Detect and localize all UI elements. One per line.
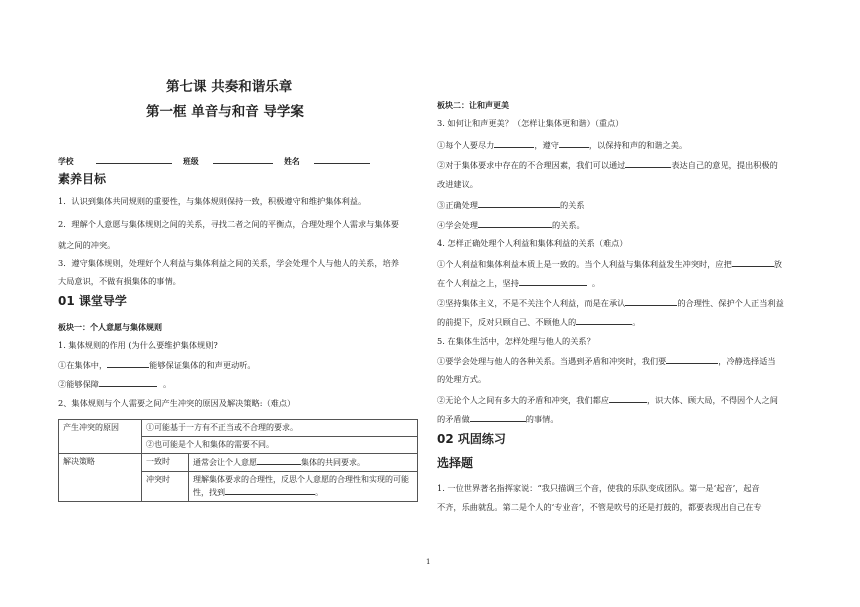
section-heading-01: 01 课堂导学 — [58, 294, 127, 308]
fill-blank[interactable] — [99, 378, 157, 387]
question-1: 1. 集体规则的作用 (为什么要维护集体规则? — [58, 340, 218, 350]
cause-2: ②也可能是个人和集体的需要不同。 — [142, 437, 418, 454]
cause-label: 产生冲突的原因 — [59, 420, 142, 454]
answer-line: 改进建议。 — [437, 179, 478, 189]
fill-blank[interactable] — [478, 199, 560, 208]
fill-blank[interactable] — [478, 219, 552, 228]
fill-blank[interactable] — [576, 316, 632, 325]
block2-title: 板块二：让和声更美 — [437, 101, 509, 110]
answer-line: ②对于集体要求中存在的不合理因素，我们可以通过 表达自己的意见，提出积极的 — [437, 160, 778, 170]
fill-blank[interactable] — [559, 139, 589, 148]
answer-line: ①要学会处理与他人的各种关系。当遇到矛盾和冲突时，我们要 ，冷静选择适当 — [437, 356, 776, 366]
strategy-label: 解决策略 — [59, 454, 142, 502]
fill-blank[interactable] — [107, 359, 149, 368]
answer-line: ①个人利益和集体利益本质上是一致的。当个人利益与集体利益发生冲突时，应把 放 — [437, 259, 782, 269]
question-3: 3. 如何让和声更美？（怎样让集体更和谐）（重点） — [437, 118, 624, 128]
school-label: 学校 — [58, 157, 74, 166]
answer-line: 的处理方式。 — [437, 374, 487, 384]
choice-heading: 选择题 — [437, 456, 474, 470]
conflict-text: 理解集体要求的合理性，反思个人意愿的合理性和实现的可能 性，找到 。 — [189, 472, 418, 502]
page-subtitle: 第一框 单音与和音 导学案 — [146, 104, 304, 120]
goal-item: 1．认识到集体共同规则的重要性，与集体规则保持一致，积极遵守和维护集体利益。 — [58, 196, 367, 206]
question-2: 2、集体规则与个人需要之间产生冲突的原因及解决策略:（难点） — [58, 398, 296, 408]
fill-blank[interactable] — [519, 277, 587, 286]
goal-item: 2．理解个人意愿与集体规则之间的关系，寻找二者之间的平衡点，合理处理个人需求与集体要 — [58, 219, 399, 229]
answer-line: ②坚持集体主义，不是不关注个人利益，而是在承认 的合理性、保护个人正当利益 — [437, 298, 784, 308]
question-4: 4. 怎样正确处理个人利益和集体利益的关系（难点） — [437, 238, 628, 248]
answer-line: 的矛盾做 的事情。 — [437, 414, 559, 424]
conflict-label: 冲突时 — [142, 472, 189, 502]
page-number: 1 — [426, 558, 431, 566]
section-heading-02: 02 巩固练习 — [437, 432, 506, 446]
exercise-1-line: 1. 一位世界著名指挥家说：“我只描调三个音，使我的乐队变成团队。第一是‘起音’，起音 — [437, 483, 760, 493]
fill-blank[interactable] — [257, 456, 301, 465]
fill-blank[interactable] — [494, 139, 534, 148]
class-label: 班级 — [183, 157, 199, 166]
class-blank[interactable] — [213, 155, 273, 164]
answer-line: ②无论个人之间有多大的矛盾和冲突，我们都应 ，识大体、顾大局，不得因个人之间 — [437, 395, 778, 405]
fill-blank[interactable] — [470, 413, 526, 422]
answer-line: ①在集体中， 能够保证集体的和声更动听。 — [58, 360, 256, 370]
page-title: 第七课 共奏和谐乐章 — [166, 79, 293, 95]
cause-1: ①可能基于一方有不正当或不合理的要求。 — [142, 420, 418, 437]
block1-title: 板块一：个人意愿与集体规则 — [58, 323, 162, 332]
answer-line: ③正确处理 的关系 — [437, 200, 585, 210]
fill-blank[interactable] — [625, 297, 677, 306]
answer-line: 在个人利益之上，坚持 。 — [437, 278, 601, 288]
name-label: 姓名 — [284, 157, 300, 166]
name-blank[interactable] — [314, 155, 370, 164]
conflict-table — [58, 419, 418, 502]
fill-blank[interactable] — [609, 394, 647, 403]
goal-item: 大局意识，不做有损集体的事情。 — [58, 276, 181, 286]
exercise-1-line: 不齐，乐曲就乱。第二是个人的‘专业音’，不管是吹号的还是打鼓的，都要表现出自己在专 — [437, 502, 762, 512]
answer-line: ④学会处理 的关系。 — [437, 220, 585, 230]
answer-line: 的前提下，反对只顾自己、不顾他人的 。 — [437, 317, 641, 327]
consistent-label: 一致时 — [142, 454, 189, 472]
fill-blank[interactable] — [225, 486, 315, 495]
answer-line: ①每个人要尽力 ，遵守 ，以保持和声的和谐之美。 — [437, 140, 688, 150]
goal-item: 3．遵守集体规则，处理好个人利益与集体利益之间的关系，学会处理个人与他人的关系，培养 — [58, 258, 399, 268]
meta-line — [58, 155, 370, 167]
question-5: 5. 在集体生活中，怎样处理与他人的关系？ — [437, 336, 595, 346]
goal-item: 就之间的冲突。 — [58, 240, 116, 250]
goals-heading: 素养目标 — [58, 172, 107, 186]
answer-line: ②能够保障 。 — [58, 379, 172, 389]
consistent-text: 通常会让个人意愿 集体的共同要求。 — [189, 454, 418, 472]
fill-blank[interactable] — [732, 258, 774, 267]
school-blank[interactable] — [96, 155, 172, 164]
fill-blank[interactable] — [666, 355, 718, 364]
fill-blank[interactable] — [625, 159, 671, 168]
